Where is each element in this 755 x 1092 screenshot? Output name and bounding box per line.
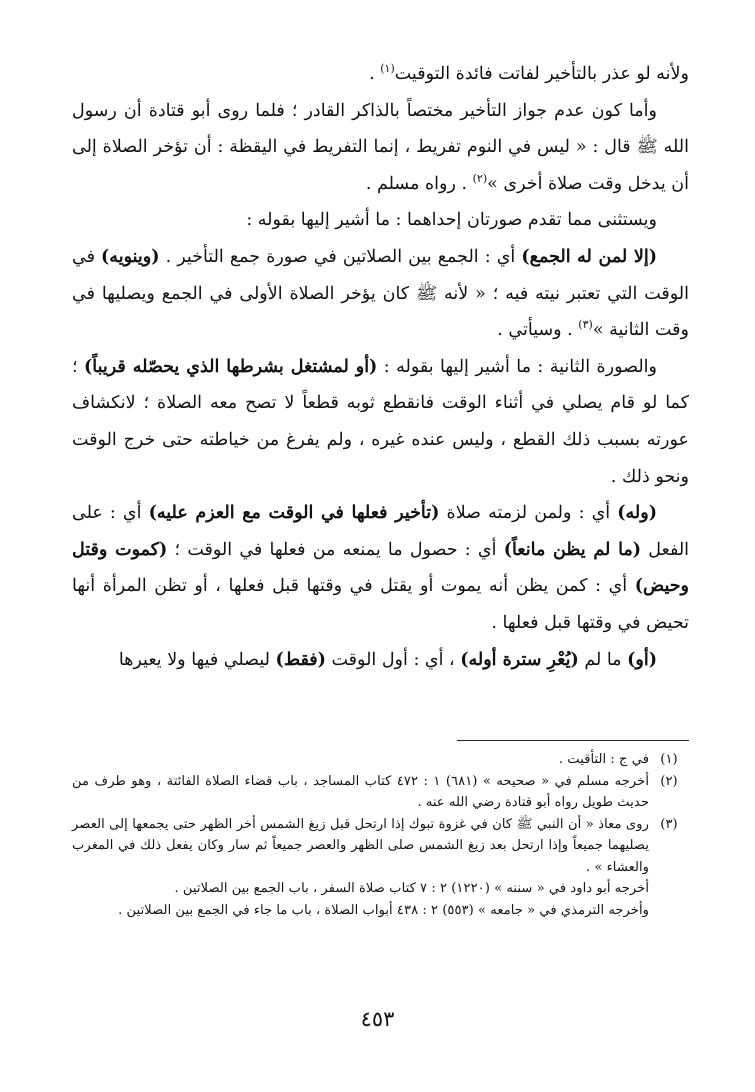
footnote-reference: (٢) bbox=[472, 171, 488, 185]
footnote-text: روى معاذ « أن النبي ﷺ كان في غزوة تبوك إذا ارتحل قبل زيغ الشمس أخر الظهر حتى يجمعها إلى العصر يصليهما جميعاً وإذا ارتحل بعد زيغ الشمس صلى الظهر والعصر جميعاً ثم سار وكان يفعل ذلك في المغرب والعشاء » . bbox=[72, 816, 649, 875]
commentary-text: . وسيأتي . bbox=[497, 320, 579, 341]
commentary-text: ليصلي فيها ولا يعيرها bbox=[118, 649, 276, 670]
matn-text: (تأخير فعلها في الوقت مع العزم عليه) bbox=[148, 503, 440, 524]
footnote-text: أخرجه أبو داود في « سننه » (١٢٢٠) ٢ : ٧ كتاب صلاة السفر ، باب الجمع بين الصلاتين . bbox=[174, 881, 649, 897]
footnote bbox=[72, 749, 689, 771]
matn-text: (إلا لمن له الجمع) bbox=[521, 246, 657, 267]
matn-text: (يُعْرِ سترة أوله) bbox=[460, 649, 579, 670]
commentary-text: في الوقت التي تعتبر نيته فيه ؛ « لأنه ﷺ كان يؤخر الصلاة الأولى في الجمع ويصليها في وقت الثانية » bbox=[72, 246, 689, 341]
matn-text: (ما لم يظن مانعاً) bbox=[503, 539, 642, 560]
commentary-text: أي : الجمع بين الصلاتين في صورة جمع التأخير . bbox=[159, 246, 522, 267]
footnote-number: (٣) bbox=[660, 816, 678, 832]
matn-text: (وله) bbox=[617, 503, 657, 524]
matn-text: (فقط) bbox=[275, 649, 326, 670]
commentary-text: وأما كون عدم جواز التأخير مختصاً بالذاكر القادر ؛ فلما روى أبو قتادة أن رسول الله ﷺ قال : « ليس في النوم تفريط ، إنما التفريط في اليقظة : أن تؤخر الصلاة إلى أن يدخل وقت صلاة أخرى » bbox=[72, 100, 689, 194]
commentary-text: ولأنه لو عذر بالتأخير لفاتت فائدة التوقيت bbox=[394, 64, 689, 84]
matn-text: (أو لمشتغل بشرطها الذي يحصّله قريباً) bbox=[84, 356, 378, 377]
body-paragraph bbox=[72, 202, 689, 239]
commentary-text: أي : ولمن لزمته صلاة bbox=[439, 503, 618, 524]
footnote-number: (١) bbox=[660, 752, 678, 768]
matn-text: (كموت وقتل وحيض) bbox=[72, 539, 689, 597]
commentary-text: ويستثنى مما تقدم صورتان إحداهما : ما أشير إليها بقوله : bbox=[246, 210, 657, 231]
footnote-text: وأخرجه الترمذي في « جامعه » (٥٥٣) ٢ : ٤٣٨ أبواب الصلاة ، باب ما جاء في الجمع بين الصلاتين . bbox=[118, 902, 649, 918]
footnote-number: (٢) bbox=[660, 773, 678, 789]
footnote-reference: (٣) bbox=[578, 318, 593, 332]
footnote-text: في ج : التأقيت . bbox=[558, 752, 649, 768]
commentary-text: ؛ كما لو قام يصلي في أثناء الوقت فانقطع ثوبه قطعاً لا تصح معه الصلاة ؛ لانكشاف عورته بسبب ذلك القطع ، وليس عنده غيره ، ولم يفرغ من خياطته حتى خرج الوقت ونحو ذلك . bbox=[72, 356, 689, 487]
footnote bbox=[72, 771, 689, 814]
footnote-separator bbox=[457, 740, 689, 741]
footnote bbox=[72, 814, 689, 879]
body-paragraph bbox=[72, 495, 689, 641]
body-paragraph bbox=[72, 239, 689, 349]
body-paragraph bbox=[72, 56, 689, 93]
commentary-text: أي : كمن يظن أنه يموت أو يقتل في وقتها قبل فعلها ، أو تظن المرأة أنها تحيض في وقتها قبل فعلها . bbox=[72, 576, 689, 633]
body-paragraph bbox=[72, 349, 689, 495]
commentary-text: أي : على الفعل bbox=[72, 503, 690, 560]
page-number: ٤٥٣ bbox=[360, 1007, 395, 1031]
footnote-text: أخرجه مسلم في « صحيحه » (٦٨١) ١ : ٤٧٢ كتاب المساجد ، باب قضاء الصلاة الفائتة ، وهو طرف من حديث طويل رواه أبو قتادة رضي الله عنه . bbox=[72, 773, 649, 811]
footnote-reference: (١) bbox=[380, 62, 395, 76]
commentary-text: أي : حصول ما يمنعه من فعلها في الوقت ؛ bbox=[167, 539, 504, 560]
commentary-text: والصورة الثانية : ما أشير إليها بقوله : bbox=[377, 356, 657, 377]
matn-text: (أو) bbox=[627, 649, 657, 670]
commentary-text: . bbox=[369, 64, 381, 84]
body-paragraph bbox=[72, 93, 689, 203]
footnotes bbox=[72, 749, 689, 921]
body-paragraph bbox=[72, 642, 689, 679]
commentary-text: ما لم bbox=[578, 649, 628, 670]
commentary-text: ، أي : أول الوقت bbox=[325, 649, 461, 670]
main-text bbox=[72, 56, 689, 678]
matn-text: (وينويه) bbox=[101, 246, 160, 267]
commentary-text: . رواه مسلم . bbox=[365, 173, 473, 194]
